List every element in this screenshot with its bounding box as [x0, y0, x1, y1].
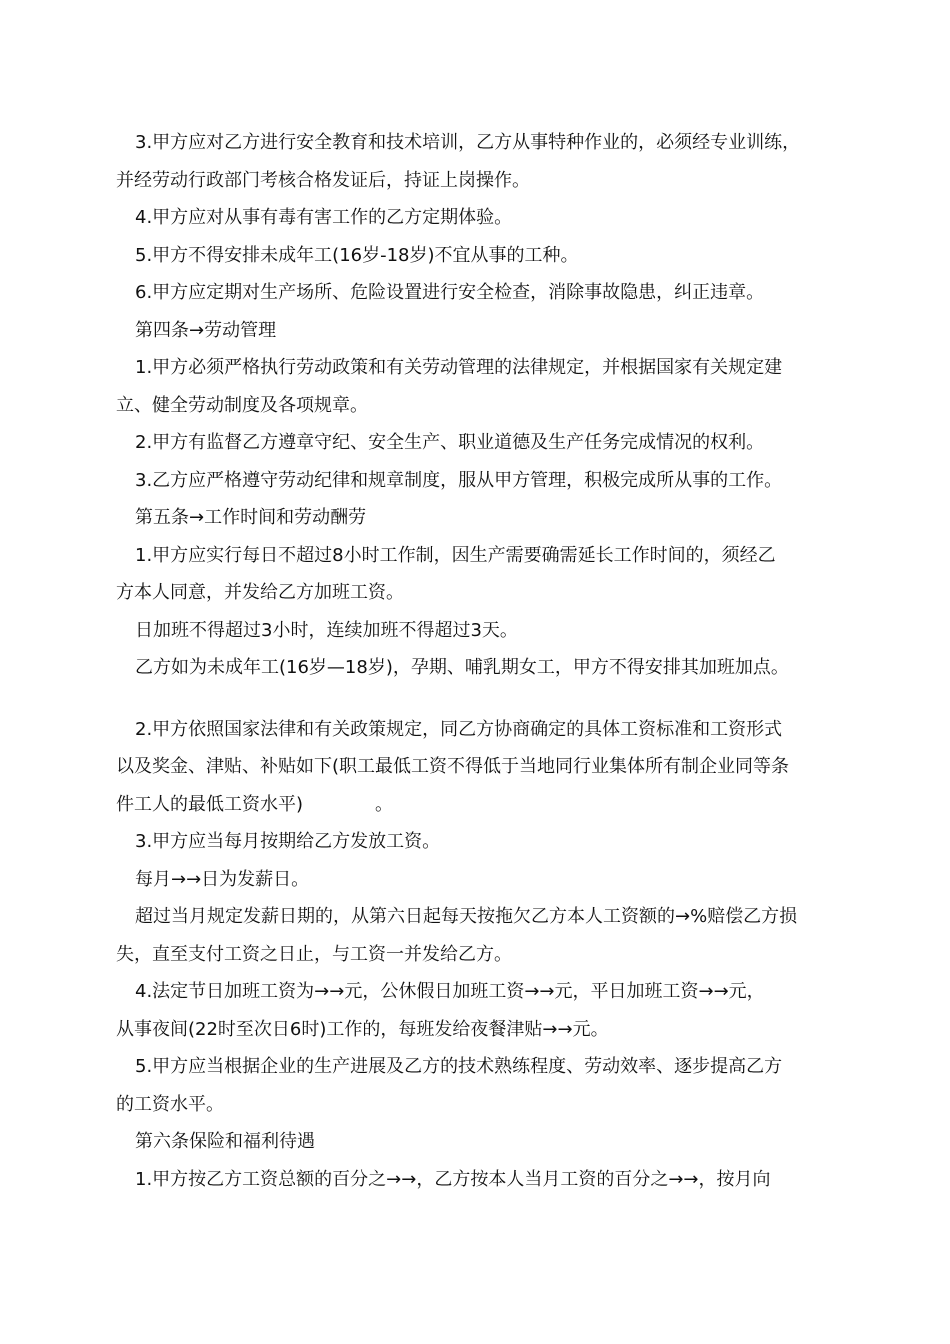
paragraph-line: 4.甲方应对从事有毒有害工作的乙方定期体验。 [135, 207, 513, 228]
section-heading: 第四条→劳动管理 [135, 319, 277, 341]
paragraph-line: 6.甲方应定期对生产场所、危险设置进行安全检查，消除事故隐患，纠正违章。 [135, 282, 765, 303]
paragraph-line: 每月→→日为发薪日。 [135, 868, 310, 890]
paragraph-line: 以及奖金、津贴、补贴如下(职工最低工资不得低于当地同行业集体所有制企业同等条 [116, 756, 790, 777]
paragraph-line: 5.甲方不得安排未成年工(16岁-18岁)不宜从事的工种。 [135, 244, 579, 266]
paragraph-line: 2.甲方有监督乙方遵章守纪、安全生产、职业道德及生产任务完成情况的权利。 [135, 432, 765, 453]
paragraph-line: 超过当月规定发薪日期的，从第六日起每天按拖欠乙方本人工资额的→%赔偿乙方损 [135, 906, 798, 927]
paragraph-line: 3.甲方应对乙方进行安全教育和技术培训，乙方从事特种作业的，必须经专业训练， [135, 132, 801, 153]
paragraph-line: 1.甲方应实行每日不超过8小时工作制，因生产需要确需延长工作时间的，须经乙 [135, 544, 776, 566]
paragraph-line: 4.法定节日加班工资为→→元，公休假日加班工资→→元，平日加班工资→→元， [135, 981, 765, 1002]
paragraph-line: 3.乙方应严格遵守劳动纪律和规章制度，服从甲方管理，积极完成所从事的工作。 [135, 469, 783, 491]
section-heading: 第五条→工作时间和劳动酬劳 [135, 507, 367, 528]
paragraph-line: 从事夜间(22时至次日6时)工作的，每班发给夜餐津贴→→元。 [116, 1018, 609, 1040]
paragraph-line: 1.甲方按乙方工资总额的百分之→→，乙方按本人当月工资的百分之→→，按月向 [135, 1168, 771, 1190]
paragraph-line: 日加班不得超过3小时，连续加班不得超过3天。 [135, 619, 518, 641]
paragraph-line: 并经劳动行政部门考核合格发证后，持证上岗操作。 [116, 169, 530, 191]
paragraph-line: 的工资水平。 [116, 1093, 224, 1115]
paragraph-line: 方本人同意，并发给乙方加班工资。 [116, 582, 404, 603]
paragraph-line: 件工人的最低工资水平) 。 [116, 793, 394, 815]
section-heading: 第六条保险和福利待遇 [135, 1131, 315, 1152]
document-page [116, 124, 856, 1198]
paragraph-line: 失，直至支付工资之日止，与工资一并发给乙方。 [116, 943, 512, 965]
paragraph-line: 乙方如为未成年工(16岁—18岁)，孕期、哺乳期女工，甲方不得安排其加班加点。 [135, 657, 789, 678]
paragraph-line: 1.甲方必须严格执行劳动政策和有关劳动管理的法律规定，并根据国家有关规定建 [135, 357, 783, 378]
paragraph-line: 3.甲方应当每月按期给乙方发放工资。 [135, 831, 441, 852]
paragraph-line: 5.甲方应当根据企业的生产进展及乙方的技术熟练程度、劳动效率、逐步提高乙方 [135, 1056, 783, 1077]
paragraph-line: 立、健全劳动制度及各项规章。 [116, 394, 368, 416]
paragraph-gap [116, 687, 856, 711]
paragraph-line: 2.甲方依照国家法律和有关政策规定，同乙方协商确定的具体工资标准和工资形式 [135, 718, 783, 740]
